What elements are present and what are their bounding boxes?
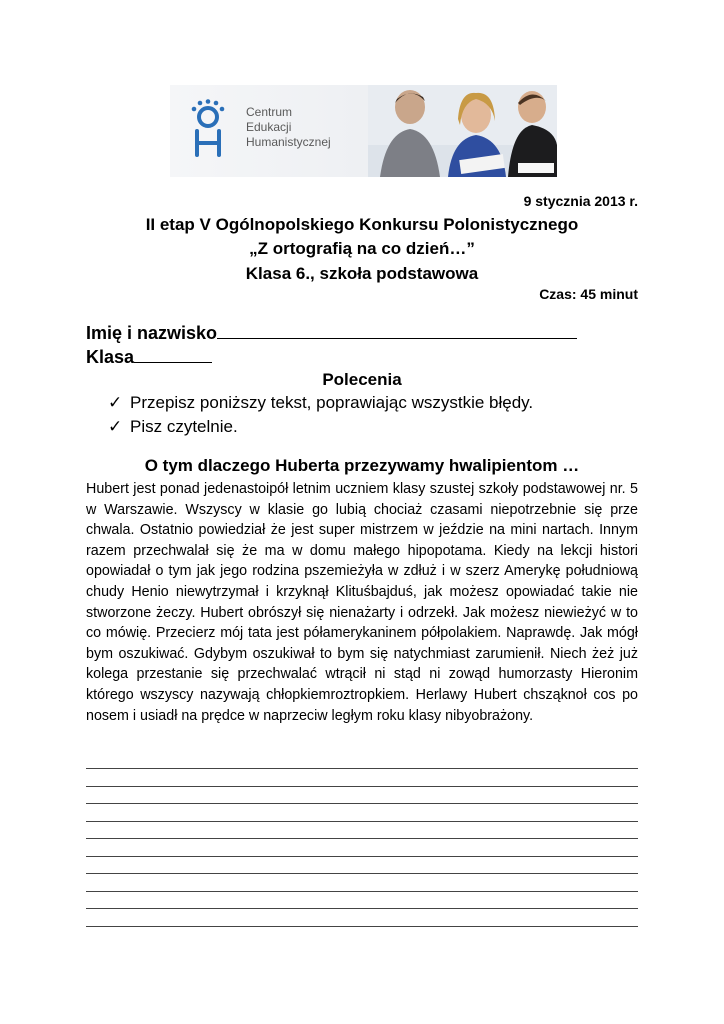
checkmark-icon: ✓ bbox=[108, 417, 123, 436]
answer-line[interactable] bbox=[86, 821, 638, 822]
answer-line[interactable] bbox=[86, 838, 638, 839]
logo-text bbox=[246, 105, 331, 150]
logo-line: Humanistycznej bbox=[246, 135, 331, 149]
answer-line[interactable] bbox=[86, 908, 638, 909]
instruction-item bbox=[108, 417, 238, 437]
answer-line[interactable] bbox=[86, 768, 638, 769]
checkmark-icon: ✓ bbox=[108, 393, 123, 412]
answer-line[interactable] bbox=[86, 786, 638, 787]
logo-line: Centrum bbox=[246, 105, 293, 119]
answer-line[interactable] bbox=[86, 803, 638, 804]
instruction-item bbox=[108, 393, 533, 413]
story-text-block bbox=[86, 479, 638, 726]
answer-line[interactable] bbox=[86, 926, 638, 927]
answer-line[interactable] bbox=[86, 856, 638, 857]
story-text: Hubert jest ponad jedenastoipół letnim uczniem klasy szustej szkoły podstawowej nr. 5 w Warszawie. Wszyscy w klasie go lubią chociaż czasami niepotrzebnie się prze chwala. Ostatnio powiedział że jest super mistrzem w jeździe na mini nartach. Innym razem przechwalał się że ma w domu małego hipopotama. Kiedy na lekcji histori opowiadał o tym jak jego rodzina pszemieżyła w zdłuż i w szerz Amerykę południową chudy Henio niewytrzymał i krzyknął Klituśbajduś, jak możesz opowiadać takie nie stworzone żeczy. Hubert obrószył się nienażarty i odrzekł. Jak możesz niewieżyć w to co mówię. Przecierz mój tata jest półamerykaninem półpolakiem. Naprawdę. Jak mógł bym oszukiwać. Gdybym oszukiwał to bym się natychmiast zarumienił. Niech żeż już kolega przestanie się przechwalać wtrącił ni stąd ni zowąd humorzasty Hieronim którego wszyscy nazywają chłopkiemroztropkiem. Herlawy Hubert chsząknoł cos po nosem i usiadł na prędce w naprzeciw ległym roku klasy nibyobrażony. bbox=[86, 481, 638, 724]
class-level: Klasa 6., szkoła podstawowa bbox=[245, 264, 479, 283]
logo-icon bbox=[188, 99, 228, 159]
answer-lines[interactable] bbox=[86, 768, 638, 943]
name-field bbox=[86, 322, 577, 344]
contest-subtitle: „Z ortografią na co dzień…” bbox=[249, 239, 475, 258]
instruction-text: Przepisz poniższy tekst, poprawiając wszystkie błędy. bbox=[130, 393, 534, 412]
students-photo bbox=[368, 85, 557, 177]
instruction-text: Pisz czytelnie. bbox=[130, 417, 238, 436]
logo-line: Edukacji bbox=[246, 120, 292, 134]
class-blank[interactable] bbox=[134, 346, 212, 363]
class-label: Klasa bbox=[86, 347, 135, 367]
contest-title: II etap V Ogólnopolskiego Konkursu Polonistycznego bbox=[145, 215, 579, 234]
class-field bbox=[86, 346, 212, 368]
story-title: O tym dlaczego Huberta przezywamy hwalipientom … bbox=[144, 456, 580, 475]
instructions-heading: Polecenia bbox=[322, 370, 402, 389]
name-label: Imię i nazwisko bbox=[86, 323, 218, 343]
answer-line[interactable] bbox=[86, 891, 638, 892]
date: 9 stycznia 2013 r. bbox=[523, 193, 638, 209]
answer-line[interactable] bbox=[86, 873, 638, 874]
time-limit: Czas: 45 minut bbox=[539, 286, 638, 302]
header-banner bbox=[170, 85, 557, 177]
name-blank[interactable] bbox=[217, 322, 577, 339]
